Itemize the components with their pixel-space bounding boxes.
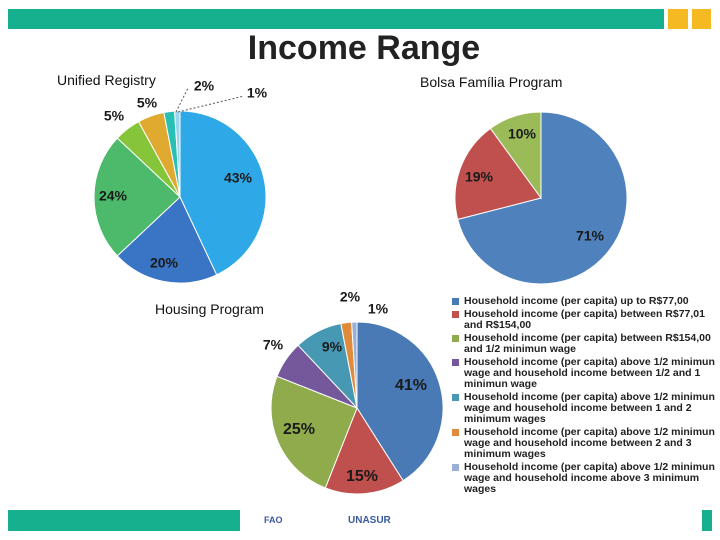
data-label: 2%	[339, 288, 361, 305]
data-label: 25%	[282, 421, 316, 439]
data-label: 10%	[507, 125, 537, 142]
legend-label: Household income (per capita) above 1/2 minimun wage and household income above 3 minimum wages	[464, 461, 715, 495]
legend-item	[450, 462, 716, 495]
legend-item	[450, 357, 716, 390]
unasur-logo: UNASUR	[348, 515, 391, 526]
data-label: 24%	[98, 187, 128, 204]
pie-title-unified-registry: Unified Registry	[57, 72, 156, 88]
slide-title: Income Range	[247, 29, 481, 67]
legend-swatch	[452, 464, 459, 471]
data-label: 15%	[345, 468, 379, 486]
pie-title-bolsa-familia: Bolsa Família Program	[420, 74, 563, 90]
legend-label: Household income (per capita) between R$154,00 and 1/2 minimun wage	[464, 332, 711, 355]
data-label: 2%	[193, 77, 215, 94]
data-label: 7%	[262, 336, 284, 353]
partner-logos	[258, 506, 458, 536]
legend-swatch	[452, 298, 459, 305]
legend-item	[450, 392, 716, 425]
data-label: 1%	[246, 84, 268, 101]
legend-label: Household income (per capita) above 1/2 minimun wage and household income between 2 and 3 minimum wages	[464, 426, 715, 460]
legend-label: Household income (per capita) up to R$77,00	[464, 295, 689, 307]
legend-item	[450, 427, 716, 460]
legend-label: Household income (per capita) between R$77,01 and R$154,00	[464, 308, 705, 331]
data-label: 71%	[575, 227, 605, 244]
data-label: 41%	[394, 377, 428, 395]
data-label: 43%	[223, 169, 253, 186]
fao-logo: FAO	[264, 515, 283, 525]
legend-item	[450, 296, 716, 307]
data-label: 9%	[321, 338, 343, 355]
data-label: 19%	[464, 168, 494, 185]
legend-swatch	[452, 311, 459, 318]
legend-item	[450, 333, 716, 355]
legend-label: Household income (per capita) above 1/2 minimun wage and household income between 1/2 and 1 minimun wage	[464, 356, 715, 390]
data-label: 20%	[149, 254, 179, 271]
legend-item	[450, 309, 716, 331]
legend-swatch	[452, 359, 459, 366]
data-label: 1%	[367, 300, 389, 317]
legend-label: Household income (per capita) above 1/2 minimun wage and household income between 1 and 2 minimum wages	[464, 391, 715, 425]
legend-swatch	[452, 394, 459, 401]
callout-line	[176, 88, 188, 112]
legend-swatch	[452, 335, 459, 342]
data-label: 5%	[136, 94, 158, 111]
callout-line	[178, 96, 244, 112]
pie-title-housing-program: Housing Program	[155, 301, 264, 317]
legend-swatch	[452, 429, 459, 436]
legend	[450, 296, 716, 497]
data-label: 5%	[103, 107, 125, 124]
